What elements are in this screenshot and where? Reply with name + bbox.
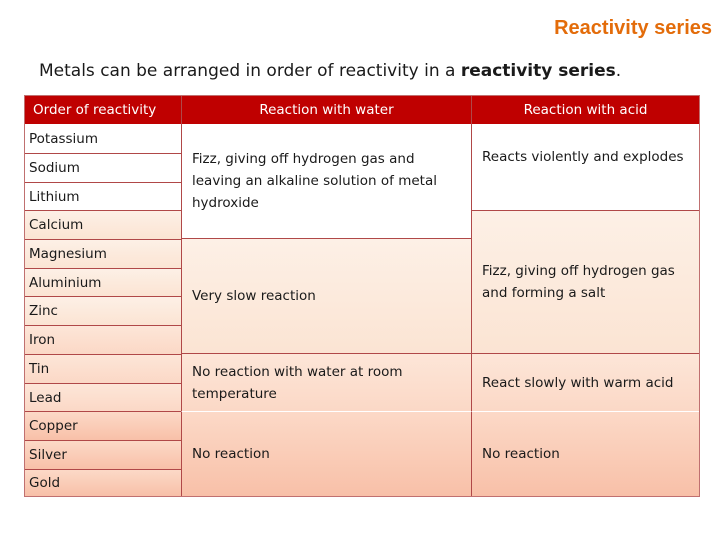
metal-iron: Iron [25, 325, 181, 354]
water-reaction-none-room-temp: No reaction with water at room temperature [181, 353, 471, 411]
water-reaction-none: No reaction [181, 411, 471, 496]
reactivity-table [24, 95, 700, 497]
acid-reaction-none: No reaction [471, 411, 699, 496]
acid-reaction-fizz: Fizz, giving off hydrogen gas and forming a salt [471, 210, 699, 353]
metal-aluminium: Aluminium [25, 268, 181, 296]
water-reaction-vigorous: Fizz, giving off hydrogen gas and leaving an alkaline solution of metal hydroxide [181, 124, 471, 238]
metal-magnesium: Magnesium [25, 239, 181, 268]
acid-reaction-violent: Reacts violently and explodes [471, 124, 699, 210]
header-water: Reaction with water [181, 96, 471, 124]
metal-lithium: Lithium [25, 182, 181, 210]
header-acid: Reaction with acid [471, 96, 699, 124]
metal-tin: Tin [25, 354, 181, 383]
metal-calcium: Calcium [25, 210, 181, 239]
water-reaction-slow: Very slow reaction [181, 238, 471, 353]
metal-lead: Lead [25, 383, 181, 411]
metal-silver: Silver [25, 440, 181, 469]
metal-copper: Copper [25, 411, 181, 440]
metal-potassium: Potassium [25, 124, 181, 153]
intro-text-end: . [615, 61, 622, 81]
metal-gold: Gold [25, 469, 181, 496]
metal-zinc: Zinc [25, 296, 181, 325]
acid-reaction-slow: React slowly with warm acid [471, 353, 699, 411]
header-order: Order of reactivity [25, 96, 181, 124]
intro-text [39, 61, 621, 81]
metal-sodium: Sodium [25, 153, 181, 182]
intro-text-bold: reactivity series [460, 61, 616, 81]
intro-text-start: Metals can be arranged in order of reactivity in a [39, 61, 461, 81]
slide-title: Reactivity series [554, 17, 712, 39]
